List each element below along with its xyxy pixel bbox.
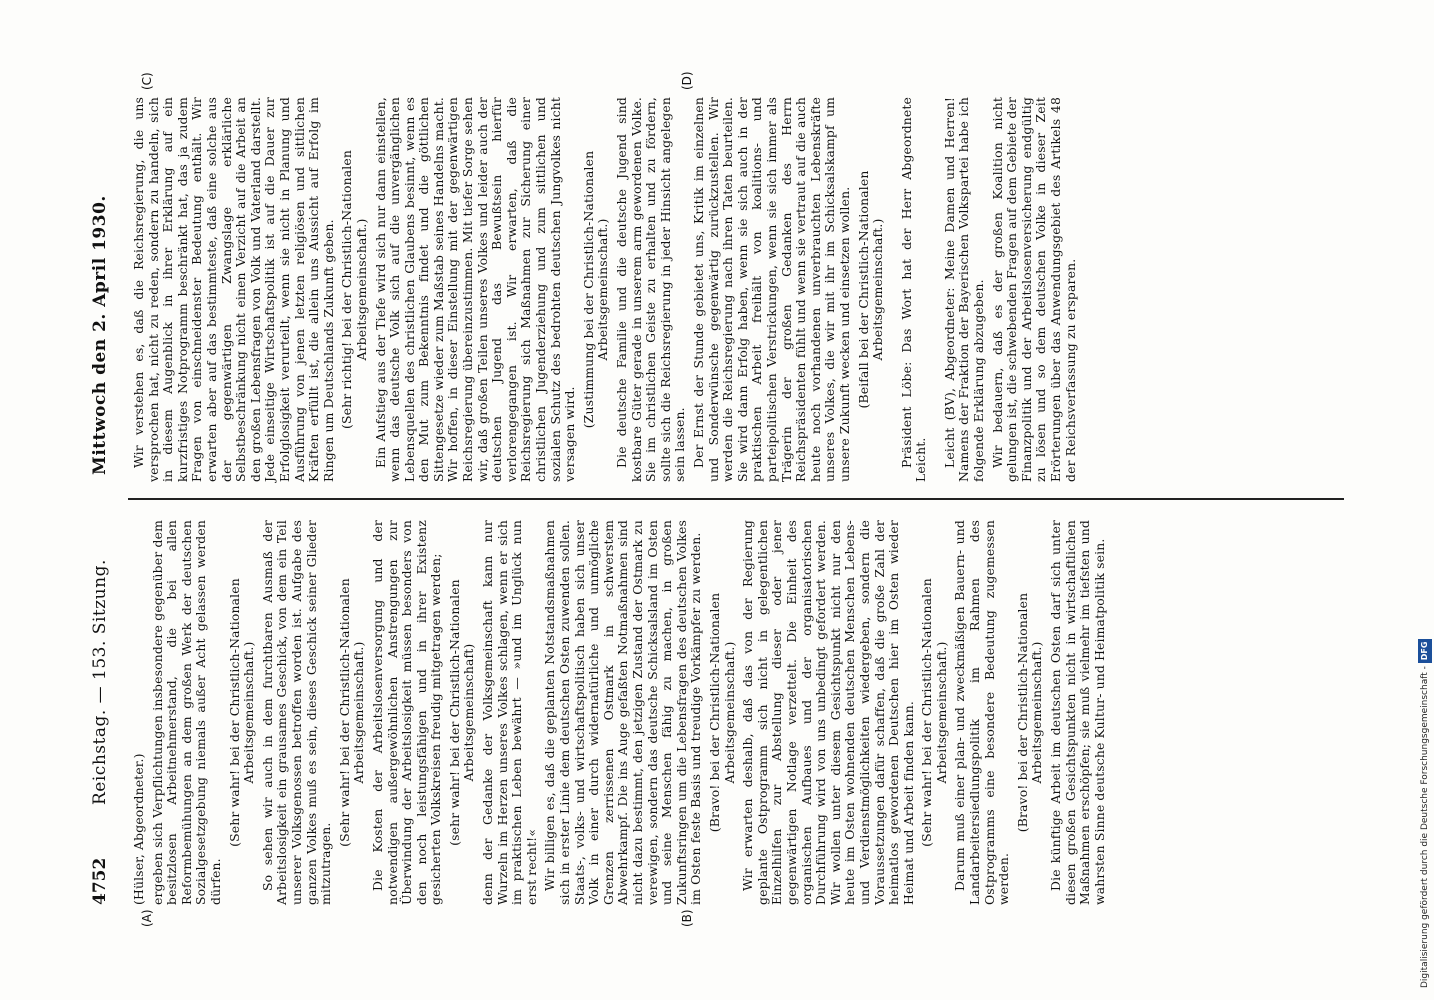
column-divider [128,499,1344,501]
interjection: (Sehr wahr! bei der Christlich-Nationalen Arbeitsgemeinschaft.) [919,578,949,847]
paragraph: Darum muß einer plan- und zweckmäßigen Bauern- und Landarbeitersiedlungspolitik im Rahmen des Ostprogramms eine besondere Bedeutung zugemessen werden. [952,520,1012,905]
interjection: (sehr wahr! bei der Christlich-Nationalen Arbeitsgemeinschaft) [446,579,477,846]
paragraph: Wir verstehen es, daß die Reichsregierung, die uns versprochen hat, nicht zu reden, sondern zu handeln, sich in diesem Augenblick in ihrer Erklärung auf ein kurzfristiges Notprogramm beschränkt hat, das ja zudem Fragen von einschneidenster Bedeutung enthält. Wir erwarten aber auf das bestimmteste, daß eine solche aus der gegenwärtigen Zwangslage erklärliche Selbstbeschränkung nicht einen Verzicht auf die Arbeit an den großen Lebensfragen von Volk und Vaterland darstellt. Jede einseitige Wirtschaftspolitik ist auf die Dauer zur Erfolglosigkeit verurteilt, wenn sie nicht in Planung und Ausführung von jenen letzten religiösen und sittlichen Kräften erfüllt ist, die allein uns Aussicht auf Erfolg im Ringen um Deutschlands Zukunft geben. [131,97,336,482]
margin-marker-c: (C) [140,72,154,90]
header-title-right: Mittwoch den 2. April 1930. [90,195,110,475]
paragraph: Wir erwarten deshalb, daß das von der Regierung geplante Ostprogramm sich nicht in gelegentlichen Einzelhilfen zur Abstellung dieser oder jener gegenwärtigen Notlage verzettelt. Die Einheit des organischen Aufbaues und der organisatorischen Durchführung wird von uns unbedingt gefordert werden. Wir wollen unter diesem Gesichtspunkt nicht nur den heute im Osten wohnenden deutschen Menschen Lebens- und Verdienstmöglichkeiten wiedergeben, sondern die Voraussetzungen dafür schaffen, daß die große Zahl der heimatlos gewordenen Deutschen hier im Osten wieder Heimat und Arbeit finden kann. [740,520,916,905]
page-header [80,95,120,905]
funding-note-text [1418,12,1432,988]
paragraph: Präsident Löbe: Das Wort hat der Herr Abgeordnete Leicht. [898,97,929,482]
interjection: (Bravo! bei der Christlich-Nationalen Arbeitsgemeinschaft.) [706,592,737,833]
interjection: (Sehr richtig! bei der Christlich-Nationalen Arbeitsgemeinschaft.) [339,150,369,429]
page-content [80,71,1354,927]
paragraph: Leicht (BV), Abgeordneter: Meine Damen und Herren! Namens der Fraktion der Bayerischen Volkspartei habe ich folgende Erklärung abzugeben. [941,97,987,482]
paragraph: denn der Gedanke der Volksgemeinschaft kann nur Wurzeln im Herzen unseres Volkes schlagen, wenn er sich im praktischen Leben bewährt — »und im Unglück nun erst recht!« [480,520,539,905]
funding-note [1418,12,1432,988]
speaker-line: (Hülser, Abgeordneter.) [131,753,146,905]
interjection: (Beifall bei der Christlich-Nationalen Arbeitsgemeinschaft.) [855,170,886,409]
left-column [132,520,1354,905]
margin-marker-a: (A) [140,909,154,927]
paragraph: So sehen wir auch in dem furchtbaren Ausmaß der Arbeitslosigkeit ein grausames Geschick, von dem ein Teil unserer Volksgenossen betroffen worden ist. Aufgabe des ganzen Volkes muß es sein, dieses Geschick seiner Glieder mitzutragen. [259,520,334,905]
funding-note-label: Digitalisierung gefördert durch die Deutsche Forschungsgemeinschaft - [1420,666,1430,988]
margin-marker-d: (D) [680,71,694,90]
right-column [132,97,1354,482]
header-title-left: Reichstag. — 153. Sitzung. [90,559,110,805]
paragraph: Wir billigen es, daß die geplanten Notstandsmaßnahmen sich in erster Linie dem deutschen Osten zuwenden sollen. Staats-, volks- und wirtschaftspolitisch haben sich unser Volk in einer durch widernatürliche und unmögliche Grenzen zerrissenen Ostmark in schwerstem Abwehrkampf. Die ins Auge gefaßten Notmaßnahmen sind nicht dazu bestimmt, den jetzigen Zustand der Ostmark zu verewigen, sondern das deutsche Schicksalsland im Osten und seine Menschen fähig zu machen, in großen Zukunftsringen um die Lebensfragen des deutschen Volkes im Osten feste Basis und treudige Vorkämpfer zu werden. [542,520,704,905]
paragraph: Die Kosten der Arbeitslosenversorgung und der notwendigen außergewöhnlichen Anstrengungen zur Überwindung der Arbeitslosigkeit müssen besonders von den noch leistungsfähigen und in ihrer Existenz gesicherten Volkskreisen freudig mitgetragen werden; [369,520,444,905]
page-number: 4752 [90,857,110,905]
interjection: (Bravo! bei der Christlich-Nationalen Arbeitsgemeinschaft.) [1014,592,1045,833]
interjection: (Sehr wahr! bei der Christlich-Nationalen Arbeitsgemeinschaft.) [336,578,367,847]
paragraph: Der Ernst der Stunde gebietet uns, Kritik im einzelnen und Sonderwünsche gegenwärtig zurückzustellen. Wir werden die Reichsregierung nach ihren Taten beurteilen. Sie wird dann Erfolg haben, wenn sie sich auch in der praktischen Arbeit freihält von koalitions- und parteipolitischen Verstrickungen, wenn sie sich immer als Trägerin der großen Gedanken des Herrn Reichspräsidenten fühlt und wenn sie vertraut auf die auch heute noch vorhandenen unverbrauchten Lebenskräfte unseres Volkes, die wir mit ihr im Schicksalskampf um unsere Zukunft wecken und einsetzen wollen. [690,97,852,482]
paragraph: Die künftige Arbeit im deutschen Osten darf sich unter diesen großen Gesichtspunkten nicht in wirtschaftlichen Maßnahmen erschöpfen; sie muß vielmehr im tiefsten und wahrsten Sinne deutsche Kultur- und Heimatpolitik sein. [1048,520,1107,905]
paragraph: Ein Aufstieg aus der Tiefe wird sich nur dann einstellen, wenn das deutsche Volk sich auf die unvergänglichen Lebensquellen des christlichen Glaubens besinnt, wenn es den Mut zum Bekenntnis findet und die göttlichen Sittengesetze wieder zum Maßstab seines Handelns macht. Wir hoffen, in dieser Einstellung mit der gegenwärtigen Reichsregierung übereinzustimmen. Mit tiefer Sorge sehen wir, daß großen Teilen unseres Volkes und leider auch der deutschen Jugend das Bewußtsein hierfür verlorengegangen ist. Wir erwarten, daß die Reichsregierung sich Maßnahmen zur Sicherung einer christlichen Jugenderziehung und zum sittlichen und sozialen Schutz des bedrohten deutschen Jungvolkes nicht versagen wird. [372,97,578,482]
margin-marker-b: (B) [680,909,694,927]
interjection: (Zustimmung bei der Christlich-Nationalen Arbeitsgemeinschaft.) [580,150,611,429]
paragraph: Wir bedauern, daß es der großen Koalition nicht gelungen ist, die schwebenden Fragen auf dem Gebiete der Finanzpolitik und der Arbeitslosenversicherung endgültig zu lösen und so dem deutschen Volke in dieser Zeit Erörterungen über das Anwendungsgebiet des Artikels 48 der Reichsverfassung zu ersparen. [989,97,1078,482]
dfg-logo: DFG [1418,639,1432,664]
paragraph: Die deutsche Familie und die deutsche Jugend sind kostbare Güter gerade in unserem arm gewordenen Volke. Sie im christlichen Geiste zu erhalten und zu fördern, sollte sich die Reichsregierung in jeder Hinsicht angelegen sein lassen. [614,97,688,482]
interjection: (Sehr wahr! bei der Christlich-Nationalen Arbeitsgemeinschaft.) [226,578,257,847]
paragraph: ergeben sich Verpflichtungen insbesondere gegenüber dem besitzlosen Arbeitnehmerstand, die bei allen Reformbemühungen an dem großen Werk der deutschen Sozialgesetzgebung niemals außer Acht gelassen werden dürfen. [149,520,223,905]
